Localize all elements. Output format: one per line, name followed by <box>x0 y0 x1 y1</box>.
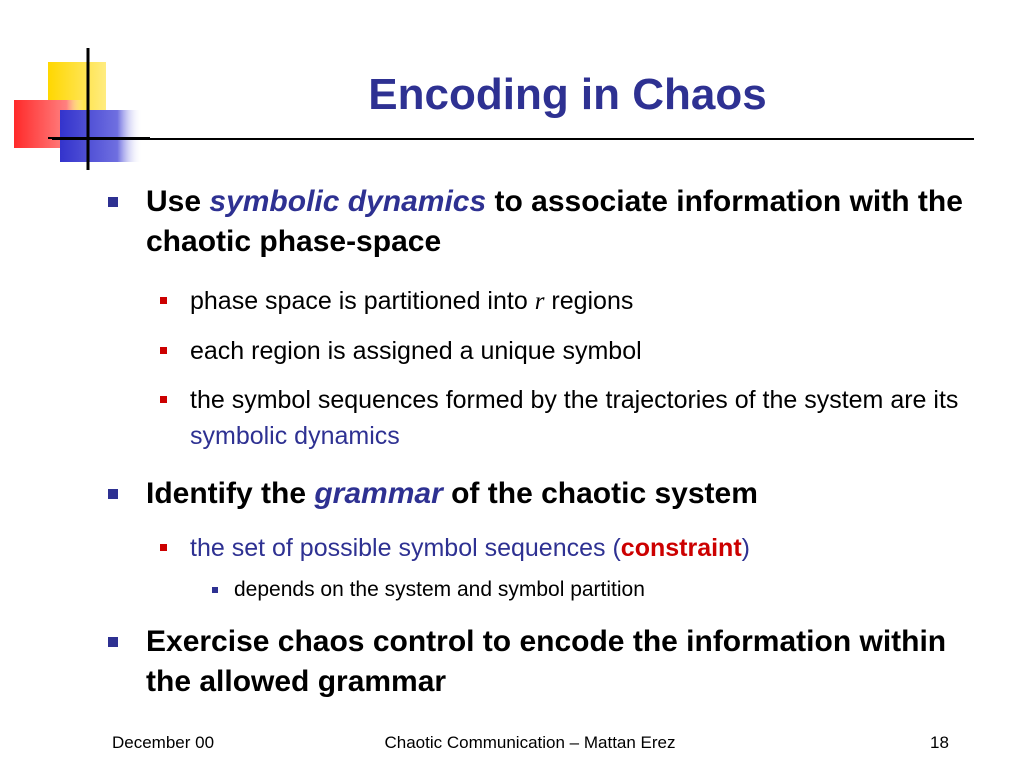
sub-bullet-text-a: the set of possible symbol sequences ( <box>190 534 621 562</box>
sub-bullet-text-a: the symbol sequences formed by the trajectories of the system are its <box>190 386 959 414</box>
slide-title: Encoding in Chaos <box>368 70 767 119</box>
sub-sub-bullet-square-icon <box>212 587 218 593</box>
bullet-emphasis: grammar <box>314 477 443 510</box>
sub-bullet-square-icon <box>160 544 167 551</box>
sub-bullet-text <box>190 382 970 454</box>
sub-bullet-text-a: phase space is partitioned into <box>190 287 528 315</box>
sub-bullet-square-icon <box>160 396 167 403</box>
bullet-emphasis: symbolic dynamics <box>209 185 487 218</box>
bullet-text: Exercise chaos control to encode the information within the allowed grammar <box>146 625 947 698</box>
sub-bullet-text-b: ) <box>741 534 750 562</box>
bullet-text <box>146 182 986 262</box>
sub-bullet-text-b: regions <box>551 287 634 315</box>
sub-sub-bullet-text: depends on the system and symbol partition <box>234 578 645 601</box>
bullet-suffix: to associate information with the chaotic phase-space <box>146 185 963 258</box>
sub-bullet-square-icon <box>160 347 167 354</box>
variable-r: r <box>534 288 545 315</box>
decorative-squares-logo <box>0 0 150 175</box>
sub-bullet-text <box>190 530 970 566</box>
constraint-highlight: constraint <box>620 534 742 562</box>
bullet-prefix: Use <box>146 185 202 218</box>
bullet-suffix: of the chaotic system <box>451 477 758 510</box>
footer-date: December 00 <box>112 733 215 752</box>
footer-title: Chaotic Communication – Mattan Erez <box>384 733 676 752</box>
bullet-square-icon <box>108 489 118 499</box>
title-divider <box>52 138 974 140</box>
footer-page-number: 18 <box>930 733 949 752</box>
sub-bullet-text <box>190 283 970 320</box>
bullet-square-icon <box>108 197 118 207</box>
bullet-text <box>146 474 986 514</box>
symbolic-dynamics-term: symbolic dynamics <box>190 422 400 450</box>
bullet-square-icon <box>108 637 118 647</box>
sub-bullet-text: each region is assigned a unique symbol <box>190 337 642 365</box>
sub-bullet-square-icon <box>160 297 167 304</box>
bullet-prefix: Identify the <box>146 477 307 510</box>
